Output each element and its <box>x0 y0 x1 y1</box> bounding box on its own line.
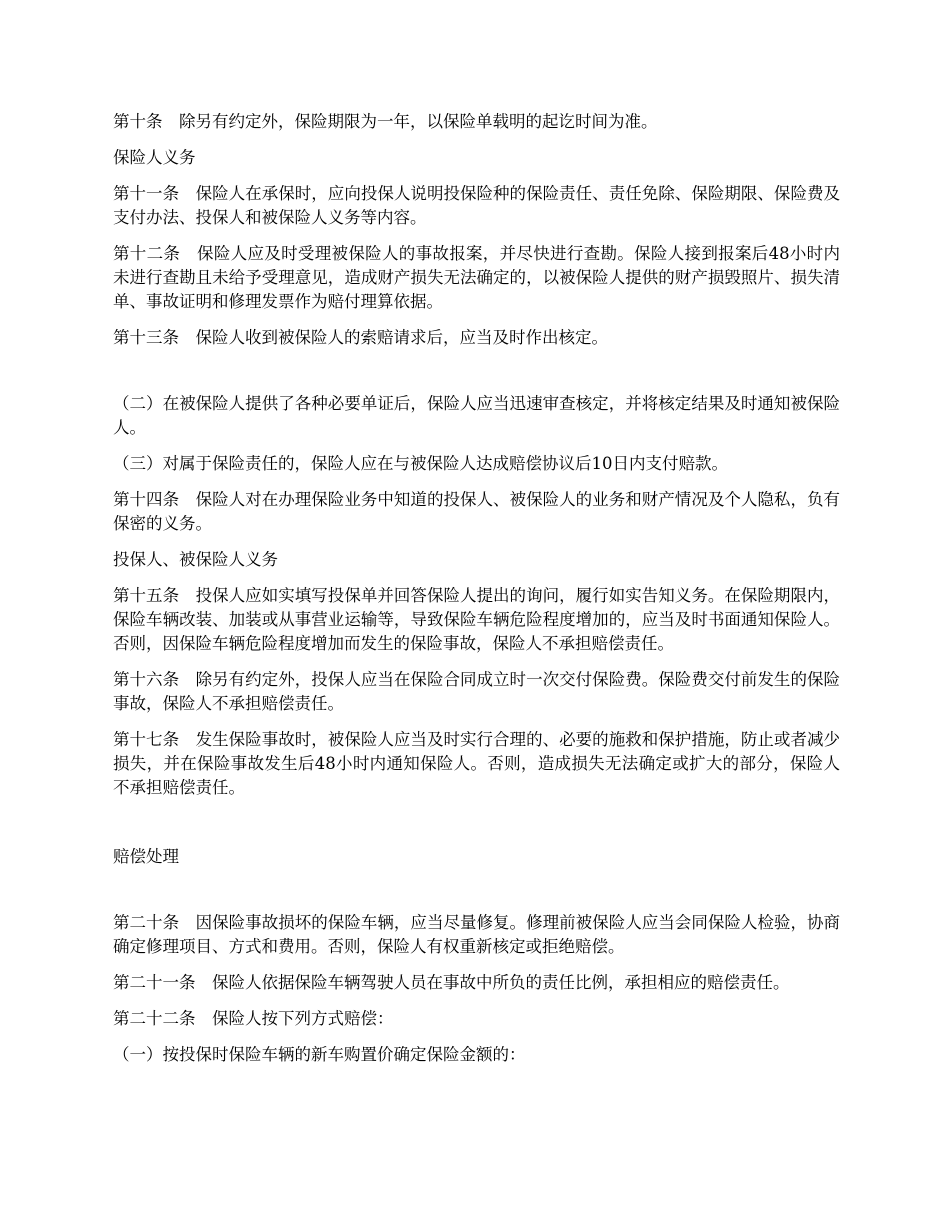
document-body <box>113 110 840 1079</box>
article-10: 第十条 除另有约定外，保险期限为一年，以保险单载明的起讫时间为准。 <box>113 112 658 131</box>
clause-3: （三）对属于保险责任的，保险人应在与被保险人达成赔偿协议后10日内支付赔款。 <box>113 454 728 473</box>
spacer <box>113 881 840 911</box>
article-11: 第十一条 保险人在承保时，应向投保人说明投保险种的保险责任、责任免除、保险期限、保险费及支付办法、投保人和被保险人义务等内容。 <box>113 184 840 227</box>
article-22: 第二十二条 保险人按下列方式赔偿： <box>113 1009 394 1028</box>
article-20: 第二十条 因保险事故损坏的保险车辆，应当尽量修复。修理前被保险人应当会同保险人检验，协商确定修理项目、方式和费用。否则，保险人有权重新核定或拒绝赔偿。 <box>113 913 840 956</box>
clause-2: （二）在被保险人提供了各种必要单证后，保险人应当迅速审查核定，并将核定结果及时通知被保险人。 <box>113 394 840 437</box>
clause-1: （一）按投保时保险车辆的新车购置价确定保险金额的： <box>113 1045 526 1064</box>
section-heading-insurer-obligations: 保险人义务 <box>113 148 196 167</box>
section-heading-compensation: 赔偿处理 <box>113 847 179 866</box>
spacer <box>113 362 840 392</box>
article-12: 第十二条 保险人应及时受理被保险人的事故报案，并尽快进行查勘。保险人接到报案后48小时内未进行查勘且未给予受理意见，造成财产损失无法确定的，以被保险人提供的财产损毁照片、损失清单、事故证明和修理发票作为赔付理算依据。 <box>113 244 840 311</box>
article-14: 第十四条 保险人对在办理保险业务中知道的投保人、被保险人的业务和财产情况及个人隐私，负有保密的义务。 <box>113 490 840 533</box>
article-15: 第十五条 投保人应如实填写投保单并回答保险人提出的询问，履行如实告知义务。在保险期限内，保险车辆改装、加装或从事营业运输等，导致保险车辆危险程度增加的，应当及时书面通知保险人。否则，因保险车辆危险程度增加而发生的保险事故，保险人不承担赔偿责任。 <box>113 586 840 653</box>
article-16: 第十六条 除另有约定外，投保人应当在保险合同成立时一次交付保险费。保险费交付前发生的保险事故，保险人不承担赔偿责任。 <box>113 670 840 713</box>
article-17: 第十七条 发生保险事故时，被保险人应当及时实行合理的、必要的施救和保护措施，防止或者减少损失，并在保险事故发生后48小时内通知保险人。否则，造成损失无法确定或扩大的部分，保险人不承担赔偿责任。 <box>113 730 840 797</box>
article-21: 第二十一条 保险人依据保险车辆驾驶人员在事故中所负的责任比例，承担相应的赔偿责任。 <box>113 973 790 992</box>
section-heading-policyholder-obligations: 投保人、被保险人义务 <box>113 550 278 569</box>
article-13: 第十三条 保险人收到被保险人的索赔请求后，应当及时作出核定。 <box>113 328 608 347</box>
spacer <box>113 812 840 845</box>
